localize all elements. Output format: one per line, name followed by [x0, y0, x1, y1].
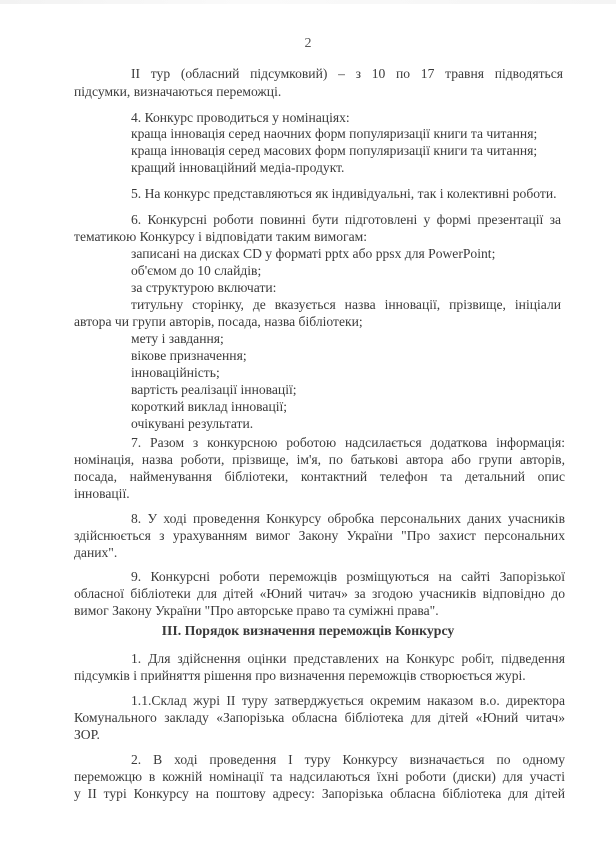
- list-item: записані на дисках CD у форматі pptx або ppsx для PowerPoint;: [131, 246, 496, 261]
- paragraph-line: тематикою Конкурсу і відповідати таким вимогам:: [74, 229, 368, 244]
- paragraph-line: підсумки, визначаються переможці.: [74, 84, 282, 99]
- paragraph-line: 8. У ході проведення Конкурсу обробка персональних даних учасників: [131, 511, 565, 526]
- list-item: титульну сторінку, де вказується назва інновації, прізвище, ініціали: [131, 297, 561, 312]
- paragraph-line: даних".: [74, 545, 118, 560]
- list-item: короткий виклад інновації;: [131, 399, 288, 414]
- list-item: вікове призначення;: [131, 348, 247, 363]
- list-item: очікувані результати.: [131, 416, 254, 431]
- paragraph-line: номінація, назва роботи, прізвище, ім'я, по батькові автора або групи авторів,: [74, 452, 565, 467]
- paragraph-line: 5. На конкурс представляються як індивідуальні, так і колективні роботи.: [131, 186, 557, 201]
- paragraph-line: 6. Конкурсні роботи повинні бути підготовлені у формі презентації за: [131, 212, 561, 227]
- list-item: об'ємом до 10 слайдів;: [131, 263, 262, 278]
- list-item: мету і завдання;: [131, 331, 224, 346]
- paragraph-line: 1. Для здійснення оцінки представлених на Конкурс робіт, підведення: [131, 651, 565, 666]
- list-item: краща інновація серед масових форм популяризації книги та читання;: [131, 143, 538, 158]
- paragraph-line: 4. Конкурс проводиться у номінаціях:: [131, 110, 350, 125]
- list-item: автора чи групи авторів, посада, назва бібліотеки;: [74, 314, 363, 329]
- paragraph-line: обласної бібліотеки для дітей «Юний читач» за згодою учасників відповідно до: [74, 586, 565, 601]
- paragraph-line: переможцю в кожній номінації та надсилаються їхні роботи (диски) для участі: [74, 769, 565, 784]
- paragraph-line: інновації.: [74, 486, 130, 501]
- paragraph-line: у ІІ турі Конкурсу на поштову адресу: Запорізька обласна бібліотека для дітей: [74, 786, 565, 801]
- paragraph-line: Комунального закладу «Запорізька обласна бібліотека для дітей «Юний читач»: [74, 710, 565, 725]
- list-item: інноваційність;: [131, 365, 220, 380]
- list-item: за структурою включати:: [131, 280, 277, 295]
- paragraph-line: 9. Конкурсні роботи переможців розміщуються на сайті Запорізької: [131, 569, 565, 584]
- list-item: вартість реалізації інновації;: [131, 382, 297, 397]
- section-heading: ІІІ. Порядок визначення переможців Конкурсу: [161, 623, 455, 638]
- paragraph-line: підсумків і прийняття рішення про визначення переможців створюється журі.: [74, 668, 526, 683]
- paragraph-line: 2. В ході проведення І туру Конкурсу визначається по одному: [131, 752, 565, 767]
- page-number: 2: [304, 36, 312, 51]
- list-item: кращий інноваційний медіа-продукт.: [131, 160, 345, 175]
- paragraph-line: ІІ тур (обласний підсумковий) – з 10 по 17 травня підводяться: [131, 66, 563, 81]
- paragraph-line: ЗОР.: [74, 727, 100, 742]
- list-item: краща інновація серед наочних форм популяризації книги та читання;: [131, 126, 538, 141]
- paragraph-line: посада, найменування бібліотеки, контактний телефон та детальний опис: [74, 469, 565, 484]
- paragraph-line: 7. Разом з конкурсною роботою надсилається додаткова інформація:: [131, 435, 565, 450]
- paragraph-line: здійснюється з урахуванням вимог Закону України "Про захист персональних: [74, 528, 565, 543]
- paragraph-line: вимог Закону України "Про авторське право та суміжні права".: [74, 603, 439, 618]
- paragraph-line: 1.1.Склад журі ІІ туру затверджується окремим наказом в.о. директора: [131, 693, 565, 708]
- scan-edge: [0, 0, 616, 4]
